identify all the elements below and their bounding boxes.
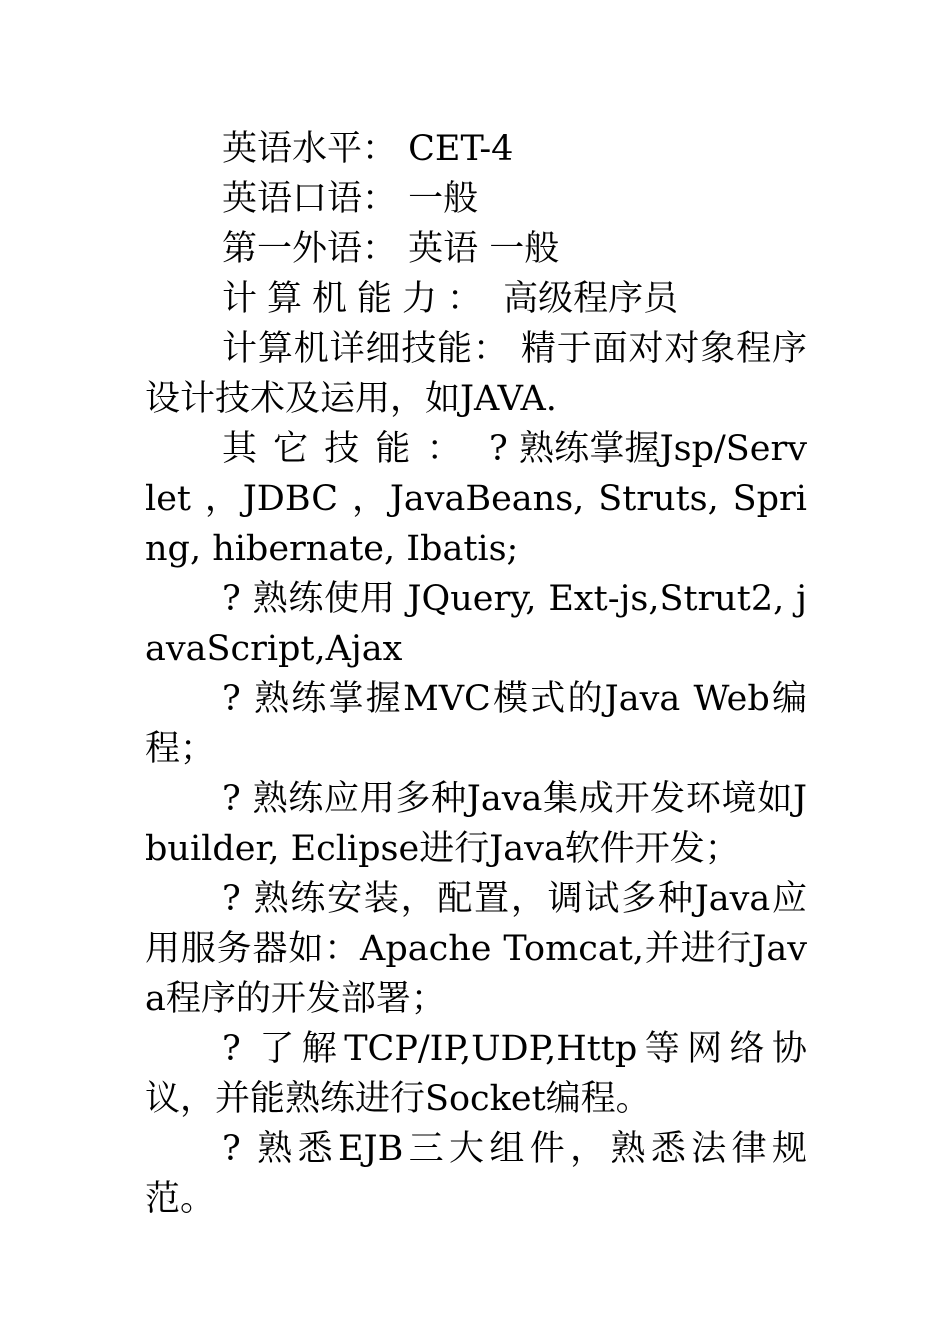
skill-item-mvc xyxy=(145,674,807,774)
english-level xyxy=(145,124,807,174)
skill-item-jquery xyxy=(145,574,807,674)
computer-skills xyxy=(145,324,807,424)
skill-item-appserver xyxy=(145,874,807,1024)
skill-item-text: ? 熟练使用 JQuery, Ext-js,Strut2, javaScript,Ajax xyxy=(145,579,807,669)
first-foreign-language-label: 第一外语： xyxy=(222,229,398,269)
skill-item-network xyxy=(145,1024,807,1124)
skill-item-text: ? 熟练安装，配置，调试多种Java应用服务器如：Apache Tomcat,并进行Java程序的开发部署； xyxy=(145,879,807,1019)
computer-skills-label: 计算机详细技能： xyxy=(222,329,509,369)
skill-item-text: ? 熟悉EJB三大组件，熟悉法律规范。 xyxy=(145,1129,807,1219)
skill-item-text: ? 了解TCP/IP,UDP,Http等网络协议，并能熟练进行Socket编程。 xyxy=(145,1029,807,1119)
skill-item-ejb xyxy=(145,1124,807,1224)
document-page xyxy=(145,124,807,1224)
first-foreign-language xyxy=(145,224,807,274)
spoken-english-label: 英语口语： xyxy=(222,179,398,219)
computer-ability-label: 计算机能力： xyxy=(222,279,493,319)
computer-skills-value: 精于面对对象程序设计技术及运用，如JAVA. xyxy=(145,329,807,419)
computer-ability xyxy=(145,274,807,324)
english-level-value: CET-4 xyxy=(408,129,514,169)
skill-item-text: ? 熟练掌握MVC模式的Java Web编程； xyxy=(145,679,807,769)
computer-ability-value: 高级程序员 xyxy=(503,279,679,319)
other-skills xyxy=(145,424,807,574)
skill-item-ide xyxy=(145,774,807,874)
english-level-label: 英语水平： xyxy=(222,129,398,169)
spoken-english-value: 一般 xyxy=(408,179,479,219)
spoken-english xyxy=(145,174,807,224)
skill-item-text: ? 熟练应用多种Java集成开发环境如Jbuilder, Eclipse进行Java软件开发； xyxy=(145,779,807,869)
first-foreign-language-value: 英语 一般 xyxy=(408,229,560,269)
other-skills-value: ? 熟练掌握Jsp/Servlet ，JDBC ，JavaBeans, Struts, Spring, hibernate, Ibatis; xyxy=(145,429,807,569)
other-skills-label: 其它技能： xyxy=(222,429,478,469)
